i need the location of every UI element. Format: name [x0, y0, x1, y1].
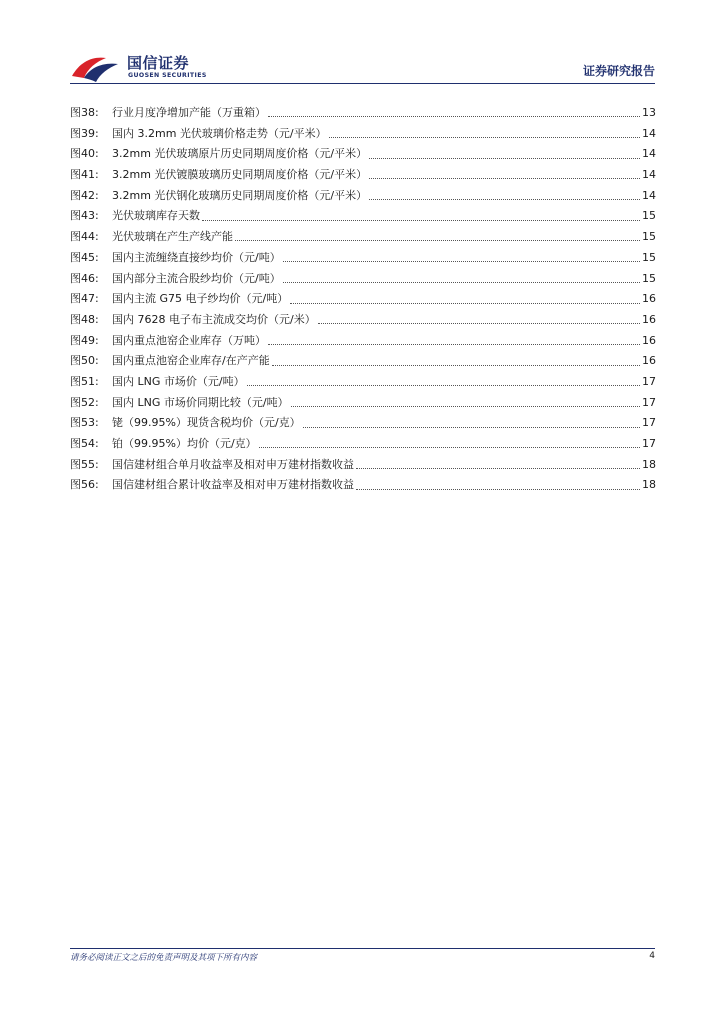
toc-page-number: 14: [642, 126, 656, 140]
report-type-label: 证券研究报告: [582, 64, 655, 78]
toc-figure-title: 国信建材组合单月收益率及相对申万建材指数收益: [112, 457, 354, 471]
toc-figure-title: 国内部分主流合股纱均价（元/吨）: [112, 271, 281, 285]
toc-dot-leader: [369, 198, 640, 200]
toc-dot-leader: [291, 405, 640, 407]
toc-figure-title: 国内 LNG 市场价同期比较（元/吨）: [112, 395, 289, 409]
page-number: 4: [649, 951, 655, 961]
toc-page-number: 16: [642, 292, 656, 306]
toc-dot-leader: [272, 364, 640, 366]
toc-page-number: 17: [642, 374, 656, 388]
toc-figure-title: 3.2mm 光伏钢化玻璃历史同期周度价格（元/平米）: [112, 188, 368, 202]
toc-figure-title: 3.2mm 光伏玻璃原片历史同期周度价格（元/平米）: [112, 147, 368, 161]
toc-dot-leader: [235, 239, 640, 241]
toc-figure-label: 图56:: [70, 478, 99, 492]
toc-dot-leader: [303, 426, 640, 428]
toc-dot-leader: [247, 384, 640, 386]
toc-row[interactable]: [70, 393, 656, 414]
toc-row[interactable]: [70, 144, 656, 165]
toc-figure-title: 3.2mm 光伏镀膜玻璃历史同期周度价格（元/平米）: [112, 168, 368, 182]
toc-row[interactable]: [70, 186, 656, 207]
toc-row[interactable]: [70, 206, 656, 227]
toc-figure-label: 图46:: [70, 271, 99, 285]
toc-figure-title: 铂（99.95%）均价（元/克）: [112, 437, 257, 450]
toc-page-number: 15: [642, 209, 656, 223]
toc-figure-title: 行业月度净增加产能（万重箱）: [112, 106, 266, 119]
guosen-logo-icon: [70, 52, 122, 84]
toc-dot-leader: [202, 219, 640, 221]
toc-row[interactable]: [70, 331, 656, 352]
toc-figure-label: 图53:: [70, 416, 99, 430]
toc-dot-leader: [268, 343, 640, 345]
toc-figure-label: 图44:: [70, 230, 99, 244]
figure-list: [70, 103, 656, 496]
toc-row[interactable]: [70, 165, 656, 186]
toc-dot-leader: [356, 467, 640, 469]
toc-figure-label: 图48:: [70, 312, 99, 326]
toc-figure-title: 国内 7628 电子布主流成交均价（元/米）: [112, 312, 316, 326]
toc-figure-label: 图41:: [70, 168, 99, 182]
toc-figure-title: 国内重点池窑企业库存/在产产能: [112, 354, 270, 368]
toc-row[interactable]: [70, 413, 656, 434]
toc-page-number: 15: [642, 230, 656, 244]
toc-row[interactable]: [70, 103, 656, 124]
toc-page-number: 18: [642, 478, 656, 492]
toc-dot-leader: [268, 115, 640, 117]
toc-row[interactable]: [70, 455, 656, 476]
toc-page-number: 15: [642, 250, 656, 264]
toc-row[interactable]: [70, 475, 656, 496]
header-divider: [70, 83, 655, 84]
toc-figure-label: 图39:: [70, 126, 99, 140]
toc-figure-label: 图38:: [70, 106, 99, 119]
toc-figure-label: 图47:: [70, 292, 99, 306]
toc-figure-title: 光伏玻璃在产生产线产能: [112, 230, 233, 244]
toc-row[interactable]: [70, 351, 656, 372]
toc-dot-leader: [369, 157, 640, 159]
toc-row[interactable]: [70, 310, 656, 331]
toc-figure-label: 图52:: [70, 395, 99, 409]
toc-row[interactable]: [70, 289, 656, 310]
toc-dot-leader: [283, 260, 640, 262]
toc-page-number: 14: [642, 188, 656, 202]
toc-figure-label: 图43:: [70, 209, 99, 223]
toc-figure-label: 图51:: [70, 374, 99, 388]
logo-chinese-name: 国信证券: [127, 54, 190, 72]
toc-page-number: 18: [642, 457, 656, 471]
toc-figure-title: 国内 LNG 市场价（元/吨）: [112, 374, 245, 388]
toc-page-number: 14: [642, 168, 656, 182]
toc-dot-leader: [290, 302, 640, 304]
toc-dot-leader: [356, 488, 640, 490]
toc-page-number: 16: [642, 312, 656, 326]
toc-row[interactable]: [70, 269, 656, 290]
toc-dot-leader: [329, 136, 640, 138]
logo-english-name: GUOSEN SECURITIES: [128, 72, 207, 79]
toc-figure-title: 国内重点池窑企业库存（万吨）: [112, 333, 266, 347]
toc-row[interactable]: [70, 372, 656, 393]
toc-page-number: 13: [642, 106, 656, 119]
toc-figure-title: 国内 3.2mm 光伏玻璃价格走势（元/平米）: [112, 126, 327, 140]
footer-divider: [70, 948, 655, 949]
toc-figure-title: 国内主流 G75 电子纱均价（元/吨）: [112, 292, 289, 306]
toc-figure-title: 国信建材组合累计收益率及相对申万建材指数收益: [112, 478, 354, 492]
toc-dot-leader: [283, 281, 640, 283]
guosen-logo: [70, 52, 230, 84]
toc-figure-title: 国内主流缠绕直接纱均价（元/吨）: [112, 250, 281, 264]
toc-row[interactable]: [70, 124, 656, 145]
toc-figure-label: 图54:: [70, 437, 99, 450]
page-header: [0, 0, 724, 90]
toc-dot-leader: [259, 446, 640, 448]
toc-figure-label: 图55:: [70, 457, 99, 471]
toc-page-number: 17: [642, 395, 656, 409]
toc-page-number: 15: [642, 271, 656, 285]
toc-row[interactable]: [70, 227, 656, 248]
toc-page-number: 16: [642, 354, 656, 368]
toc-figure-label: 图40:: [70, 147, 99, 161]
toc-figure-label: 图42:: [70, 188, 99, 202]
toc-figure-label: 图45:: [70, 250, 99, 264]
toc-figure-label: 图49:: [70, 333, 99, 347]
toc-dot-leader: [318, 322, 640, 324]
toc-page-number: 17: [642, 437, 656, 450]
toc-dot-leader: [369, 177, 640, 179]
toc-page-number: 17: [642, 416, 656, 430]
toc-figure-label: 图50:: [70, 354, 99, 368]
toc-page-number: 16: [642, 333, 656, 347]
toc-figure-title: 光伏玻璃库存天数: [112, 209, 200, 223]
footer-disclaimer: 请务必阅读正文之后的免责声明及其项下所有内容: [70, 953, 258, 963]
toc-row[interactable]: [70, 434, 656, 455]
toc-page-number: 14: [642, 147, 656, 161]
toc-figure-title: 铑（99.95%）现货含税均价（元/克）: [112, 416, 301, 430]
toc-row[interactable]: [70, 248, 656, 269]
